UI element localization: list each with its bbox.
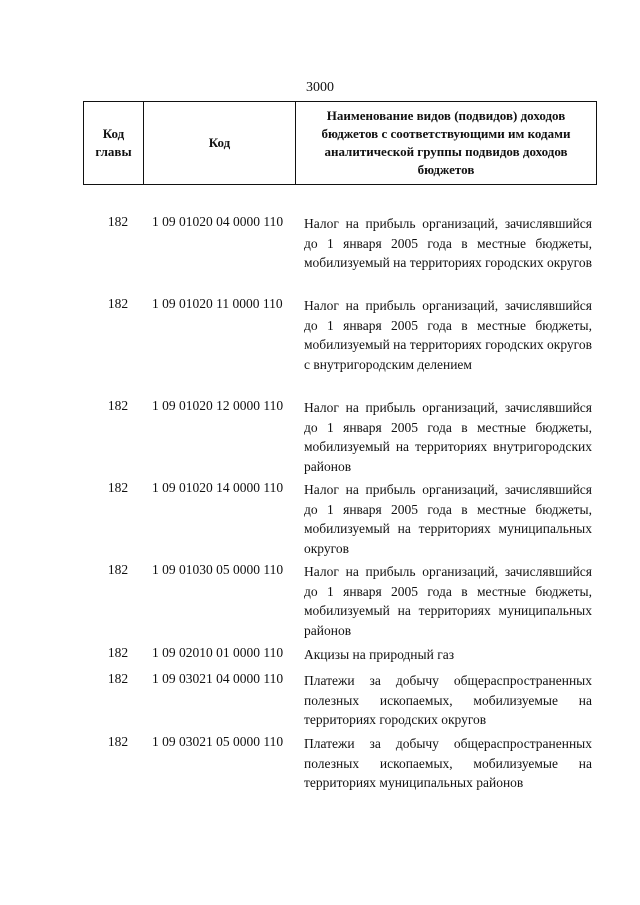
income-name: Налог на прибыль организаций, зачислявшийся до 1 января 2005 года в местные бюджеты, мобилизуемый на территориях муниципальных районов bbox=[304, 564, 592, 638]
budget-code: 1 09 03021 04 0000 110 bbox=[152, 671, 284, 686]
glava-code: 182 bbox=[107, 480, 129, 495]
budget-code: 1 09 01030 05 0000 110 bbox=[152, 562, 284, 577]
income-name: Налог на прибыль организаций, зачислявшийся до 1 января 2005 года в местные бюджеты, мобилизуемый на территориях городских округов bbox=[304, 216, 592, 270]
glava-code: 182 bbox=[107, 398, 129, 413]
income-name: Акцизы на природный газ bbox=[304, 647, 455, 662]
glava-code: 182 bbox=[107, 214, 129, 229]
header-name: Наименование видов (подвидов) доходов бюджетов с соответствующими им кодами аналитической группы подвидов доходов бюджетов bbox=[296, 102, 597, 185]
glava-code: 182 bbox=[107, 296, 129, 311]
income-name: Платежи за добычу общераспространенных полезных ископаемых, мобилизуемые на территориях городских округов bbox=[304, 673, 592, 727]
glava-code: 182 bbox=[107, 671, 129, 686]
budget-code: 1 09 01020 11 0000 110 bbox=[152, 296, 283, 311]
budget-code: 1 09 01020 04 0000 110 bbox=[152, 214, 284, 229]
income-name: Налог на прибыль организаций, зачислявшийся до 1 января 2005 года в местные бюджеты, мобилизуемый на территориях городских округов с внутригородским делением bbox=[304, 298, 592, 372]
income-name: Налог на прибыль организаций, зачислявшийся до 1 января 2005 года в местные бюджеты, мобилизуемый на территориях муниципальных округов bbox=[304, 482, 592, 556]
table-header bbox=[83, 101, 597, 185]
header-code: Код bbox=[144, 102, 296, 185]
glava-code: 182 bbox=[107, 734, 129, 749]
header-code-glava: Код главы bbox=[84, 102, 144, 185]
income-name: Платежи за добычу общераспространенных полезных ископаемых, мобилизуемые на территориях муниципальных районов bbox=[304, 736, 592, 790]
glava-code: 182 bbox=[107, 562, 129, 577]
budget-code: 1 09 01020 14 0000 110 bbox=[152, 480, 284, 495]
budget-code: 1 09 01020 12 0000 110 bbox=[152, 398, 284, 413]
page-number: 3000 bbox=[306, 80, 334, 95]
budget-code: 1 09 03021 05 0000 110 bbox=[152, 734, 284, 749]
budget-code: 1 09 02010 01 0000 110 bbox=[152, 645, 284, 660]
income-name: Налог на прибыль организаций, зачислявшийся до 1 января 2005 года в местные бюджеты, мобилизуемый на территориях внутригородских районов bbox=[304, 400, 592, 474]
glava-code: 182 bbox=[107, 645, 129, 660]
